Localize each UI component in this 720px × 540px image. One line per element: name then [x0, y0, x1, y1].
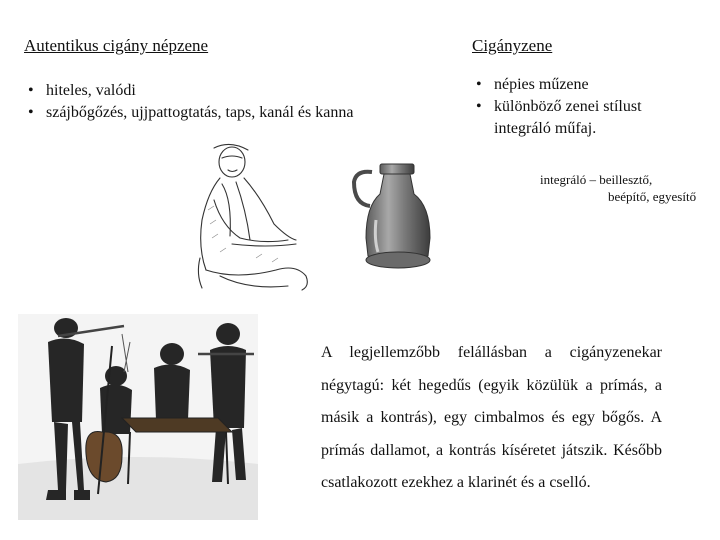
left-heading: Autentikus cigány népzene — [24, 36, 209, 55]
left-bullet-list — [24, 80, 359, 124]
left-bullet-2: • szájbőgőzés, ujjpattogtatás, taps, kanál és kanna — [24, 102, 359, 124]
right-heading: Cigányzene — [472, 36, 553, 55]
definition-note-line-1: integráló – beillesztő, — [540, 172, 653, 187]
left-bullet-1: • hiteles, valódi — [24, 80, 359, 102]
definition-note-line-2: beépítő, egyesítő — [608, 189, 697, 204]
band-description-paragraph: A legjellemzőbb felállásban a cigányzenekar négytagú: két hegedűs (egyik közülük a prímás, a másik a kontrás), egy cimbalmos és egy bőgős. A prímás dallamot, a kontrás kíséretet játszik. Később csatlakozott ezekhez a klarinét és a cselló. — [321, 344, 662, 491]
seated-man-illustration — [192, 140, 318, 292]
right-bullet-2: • különböző zenei stílust integráló műfaj. — [472, 96, 692, 140]
metal-jug-image — [350, 160, 432, 274]
right-bullet-1: • népies műzene — [472, 74, 692, 96]
right-bullet-list — [472, 74, 692, 140]
gypsy-band-illustration — [18, 314, 258, 520]
